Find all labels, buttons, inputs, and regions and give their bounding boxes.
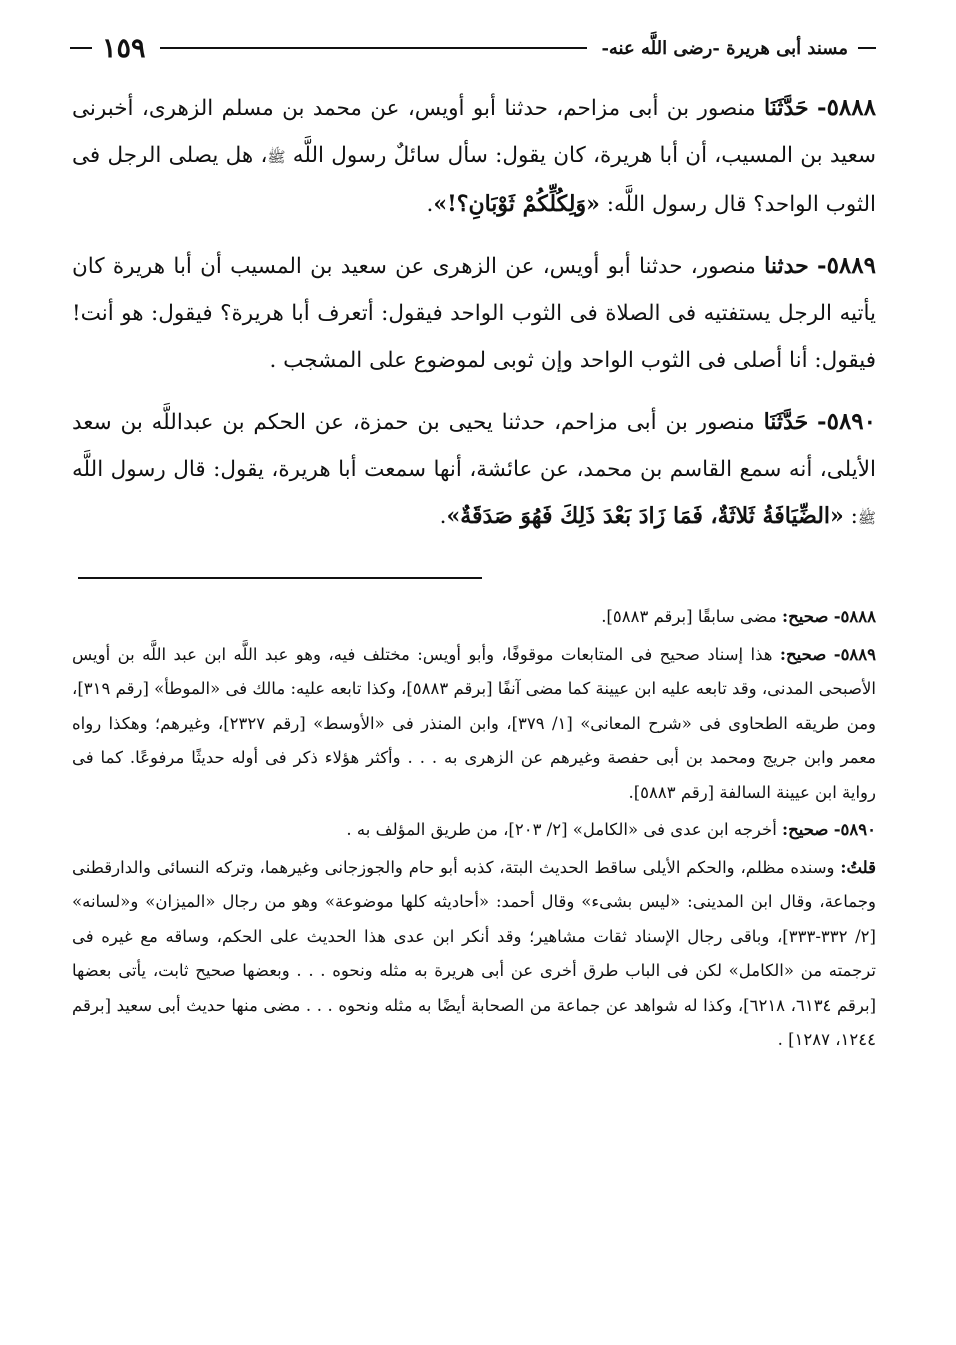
footnote-number: ٥٨٨٨- — [833, 607, 876, 626]
footnote-5889 — [72, 638, 876, 811]
footnote-grade: صحيح: — [782, 820, 829, 839]
page-number: ١٥٩ — [102, 32, 146, 64]
qultu-text: وسنده مظلم، والحكم الأيلى ساقط الحديث البتة، كذبه أبو حام والجوزجانى وغيرهما، وتركه النسائى والدارقطنى وجماعة، وقال ابن المدينى: «ليس بشىء» وقال أحمد: «أحاديثه كلها موضوعة» وهو من رجال «الميزان» و«لسانه» [٢/ ٣٣٢-٣٣٣]، وباقى رجال الإسناد ثقات مشاهير؛ وقد أنكر ابن عدى هذا الحديث على الحكم، وساقه مع غيره فى ترجمته من «الكامل» لكن فى الباب طرق أخرى عن أبى هريرة به مثله ونحوه . . . وبعضها صحيح ثابت، يأتى بعضها [برقم ٦١٣٤، ٦٢١٨]، وكذا له شواهد عن جماعة من الصحابة أيضًا به مثله ونحوه . . . مضى منها حديث أبى سعيد [برقم ١٢٤٤، ١٢٨٧] . — [72, 857, 877, 1049]
hadith-text: منصور، حدثنا أبو أويس، عن الزهرى عن سعيد بن المسيب أن أبا هريرة كان يأتيه الرجل يستفتيه فى الصلاة فى الثوب الواحد فيقول: أتعرف أبا هريرة؟ فيقول: هو أنت! فيقول: أنا أصلى فى الثوب الواحد وإن ثوبى لموضوع على المشجب . — [72, 254, 876, 373]
main-hadith-text — [72, 84, 876, 556]
hadith-text-continued: : — [850, 504, 858, 529]
hadith-text-continued: ، هل يصلى الرجل فى الثوب الواحد؟ قال رسول اللَّه: — [72, 143, 876, 217]
header-dash-right — [858, 47, 876, 49]
footnote-number: ٥٨٨٩- — [833, 644, 877, 664]
footnote-5888 — [72, 600, 876, 635]
salawat-glyph: ﷺ — [267, 148, 286, 166]
hadith-matn: «وَلِكُلِّكُمْ ثَوْبَانِ؟!» — [433, 191, 600, 217]
hadith-opener: حَدَّثَنَا — [763, 409, 809, 435]
hadith-opener: حدثنا — [764, 253, 809, 279]
header-rule — [160, 47, 588, 49]
footnote-5890 — [72, 813, 876, 848]
hadith-text: منصور بن أبى مزاحم، حدثنا أبو أويس، عن محمد بن مسلم الزهرى، أخبرنى سعيد بن المسيب، أن أبا هريرة، كان يقول: سأل سائلٌ رسول اللَّه — [72, 96, 876, 168]
hadith-number: ٥٨٩٠- — [817, 408, 877, 435]
salawat-glyph: ﷺ — [857, 509, 876, 527]
hadith-5889 — [72, 242, 876, 384]
footnotes — [72, 600, 876, 1061]
hadith-number: ٥٨٨٨- — [817, 94, 876, 121]
header-dash-left — [70, 47, 92, 49]
hadith-5888 — [72, 84, 876, 228]
hadith-end: . — [426, 192, 434, 217]
hadith-opener: حَدَّثَنَا — [764, 95, 809, 121]
footnote-grade: صحيح: — [779, 644, 827, 664]
footnote-grade: صحيح: — [782, 607, 829, 626]
hadith-end: . — [439, 504, 447, 529]
footnote-text: هذا إسناد صحيح فى المتابعات موقوفًا، وأبو أويس: مختلف فيه، وهو عبد اللَّه ابن عبد اللَّه بن أويس الأصبحى المدنى، وقد تابعه عليه ابن عيينة كما مضى آنفًا [برقم ٥٨٨٣]، وكذا تابعه عليه: مالك فى «الموطأ» [رقم ٣١٩]، ومن طريقه الطحاوى فى «شرح المعانى» [١/ ٣٧٩]، وابن المنذر فى «الأوسط» [رقم ٢٣٢٧]، وغيرهم؛ وهكذا رواه معمر وابن جريج ومحمد بن أبى حفصة وغيرهم عن الزهرى به . . . وأكثر هؤلاء ذكر فى أوله حديثًا مرفوعًا. كما فى رواية ابن عيينة السالفة [رقم ٥٨٨٣]. — [72, 644, 876, 802]
hadith-text: منصور بن أبى مزاحم، حدثنا يحيى بن حمزة، عن الحكم بن عبداللَّه بن سعد الأيلى، أنه سمع القاسم بن محمد، عن عائشة، أنها سمعت أبا هريرة، يقول: قال رسول اللَّه — [72, 410, 876, 482]
hadith-matn: «الضِّيَافَةُ ثَلاثَةٌ، فَمَا زَادَ بَعْدَ ذَلِكَ فَهُوَ صَدَقَةٌ» — [446, 503, 844, 529]
hadith-5890 — [72, 398, 876, 542]
running-header — [70, 28, 876, 68]
footnote-text: أخرجه ابن عدى فى «الكامل» [٢/ ٢٠٣]، من طريق المؤلف به . — [346, 820, 777, 839]
qultu-label: قلتُ: — [840, 857, 877, 877]
hadith-number: ٥٨٨٩- — [817, 252, 876, 279]
footnote-qultu — [72, 851, 876, 1058]
footnote-separator — [78, 577, 482, 579]
page-number-group — [70, 32, 146, 64]
header-title: مسند أبى هريرة -رضى اللَّه عنه- — [601, 37, 848, 59]
footnote-text: مضى سابقًا [برقم ٥٨٨٣]. — [601, 607, 777, 626]
footnote-number: ٥٨٩٠- — [833, 820, 876, 839]
